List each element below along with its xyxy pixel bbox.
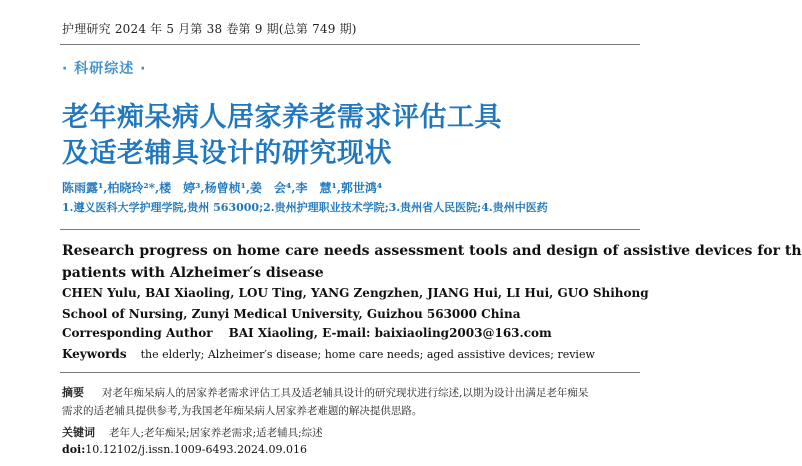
english-keywords <box>62 347 595 361</box>
keywords-divider <box>60 372 640 373</box>
chinese-abstract <box>62 384 588 420</box>
doi <box>62 443 307 456</box>
english-title <box>62 240 802 284</box>
doi-label: doi: <box>62 443 86 456</box>
chinese-abstract-line-2: 需求的适老辅具提供参考,为我国老年痴呆病人居家养老难题的解决提供思路。 <box>62 405 423 417</box>
section-tag: · 科研综述 · <box>62 61 147 77</box>
header-divider <box>60 44 640 45</box>
english-keywords-label: Keywords <box>62 347 127 361</box>
corresponding-author <box>62 326 552 340</box>
english-affiliation-line-1: School of Nursing, Zunyi Medical University, Guizhou 563000 China <box>62 307 521 321</box>
chinese-title-line-2: 及适老辅具设计的研究现状 <box>62 138 392 169</box>
english-title-line-1: Research progress on home care needs assessment tools and design of assistive devices for th <box>62 243 802 259</box>
english-authors: CHEN Yulu, BAI Xiaoling, LOU Ting, YANG Zengzhen, JIANG Hui, LI Hui, GUO Shihong <box>62 286 649 300</box>
english-title-line-2: patients with Alzheimer′s disease <box>62 265 324 281</box>
chinese-keywords-value: 老年人;老年痴呆;居家养老需求;适老辅具;综述 <box>109 427 323 439</box>
chinese-authors: 陈雨露¹,柏晓玲²*,楼 婷³,杨曾桢¹,姜 会⁴,李 慧¹,郭世鸿⁴ <box>62 181 383 195</box>
english-affiliation <box>62 306 521 322</box>
chinese-title-line-1: 老年痴呆病人居家养老需求评估工具 <box>62 102 502 133</box>
chinese-title <box>62 100 502 172</box>
journal-header: 护理研究 2024 年 5 月第 38 卷第 9 期(总第 749 期) <box>62 22 357 36</box>
affiliation-divider <box>60 229 640 230</box>
doi-value: 10.12102/j.issn.1009-6493.2024.09.016 <box>85 443 307 456</box>
chinese-keywords-label: 关键词 <box>62 426 95 439</box>
chinese-keywords <box>62 424 323 440</box>
corresponding-author-label: Corresponding Author <box>62 326 213 340</box>
english-keywords-value: the elderly; Alzheimer′s disease; home care needs; aged assistive devices; review <box>140 348 595 361</box>
chinese-abstract-label: 摘要 <box>62 386 84 399</box>
chinese-abstract-line-1: 对老年痴呆病人的居家养老需求评估工具及适老辅具设计的研究现状进行综述,以期为设计出满足老年痴呆 <box>102 387 589 399</box>
chinese-affiliations: 1.遵义医科大学护理学院,贵州 563000;2.贵州护理职业技术学院;3.贵州省人民医院;4.贵州中医药 <box>62 201 548 214</box>
corresponding-author-value: BAI Xiaoling, E-mail: baixiaoling2003@163.com <box>228 326 552 340</box>
